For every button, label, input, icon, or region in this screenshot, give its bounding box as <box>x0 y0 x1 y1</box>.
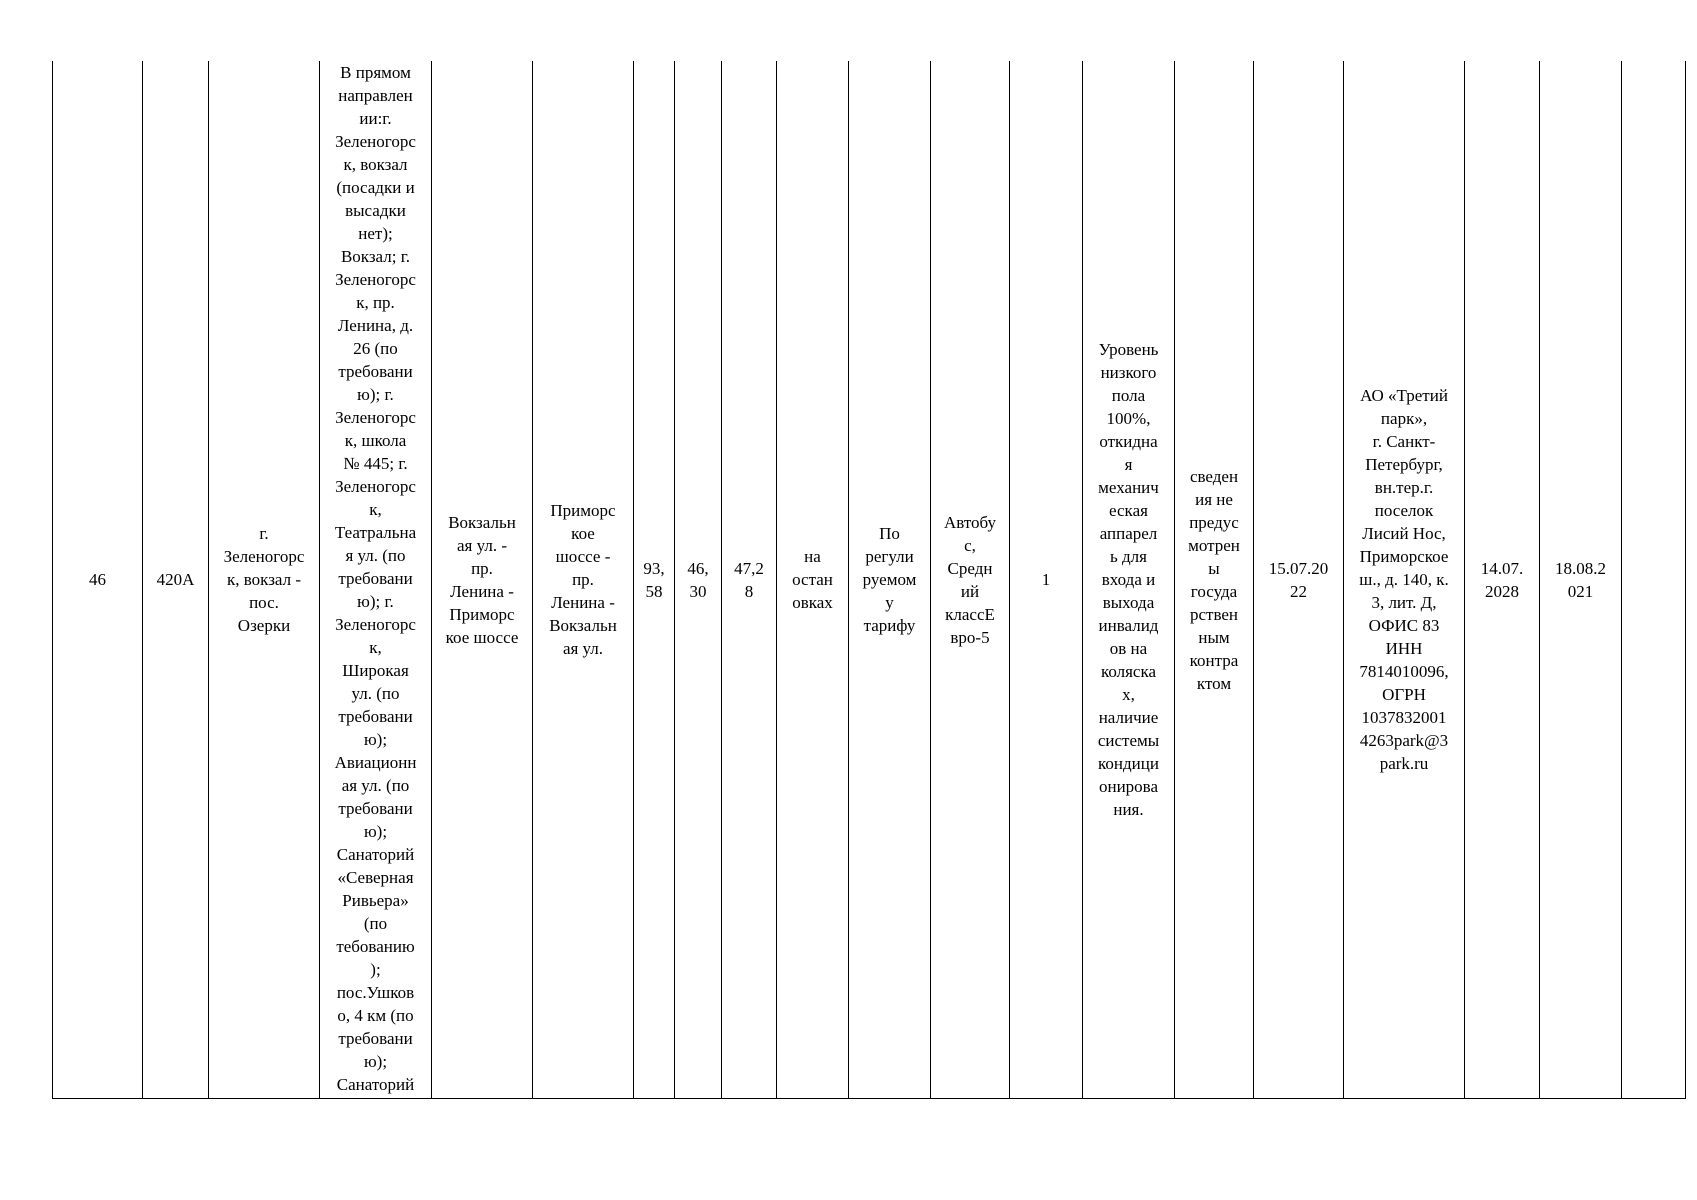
start-date-cell: 15.07.20 22 <box>1254 61 1344 1099</box>
vehicle-count-cell: 1 <box>1010 61 1083 1099</box>
route-name-cell: г. Зеленогорс к, вокзал - пос. Озерки <box>209 61 320 1099</box>
table-row <box>53 61 1686 1099</box>
route-code-cell: 420А <box>143 61 209 1099</box>
contract-info-cell: сведен ия не предус мотрен ы госуда рствен ным контра ктом <box>1175 61 1254 1099</box>
route-registry-table <box>52 61 1686 1099</box>
carrier-cell: АО «Третий парк», г. Санкт- Петербург, вн.тер.г. поселок Лисий Нос, Приморское ш., д. 140, к. 3, лит. Д, ОФИС 83 ИНН 7814010096, ОГРН 1037832001 4263park@3 park.ru <box>1344 61 1465 1099</box>
stops-text: В прямом направлен ии:г. Зеленогорс к, вокзал (посадки и высадки нет); Вокзал; г. Зеленогорс к, пр. Ленина, д. 26 (по требовани ю); г. Зеленогорс к, школа № 445; г. Зеленогорс к, Театральна я ул. (по требовани ю); г. Зеленогорс к, Широкая ул. (по требовани ю); Авиационн ая ул. (по требовани ю); Санаторий «Северная Ривьера» (по тебованию ); пос.Ушков о, 4 км (по требовани ю); Санаторий <box>334 63 417 1094</box>
length-forward-cell: 46, 30 <box>675 61 722 1099</box>
streets-backward-cell: Приморс кое шоссе - пр. Ленина - Вокзальн ая ул. <box>533 61 634 1099</box>
route-number-cell: 46 <box>53 61 143 1099</box>
accessibility-cell: Уровень низкого пола 100%, откидна я механич еская аппарел ь для входа и выхода инвалид ов на коляска х, наличие системы кондици онирова ния. <box>1083 61 1175 1099</box>
length-total-cell: 93, 58 <box>634 61 675 1099</box>
registration-date-cell: 18.08.2 021 <box>1540 61 1622 1099</box>
stops-cell <box>320 61 432 1099</box>
streets-forward-cell: Вокзальн ая ул. - пр. Ленина - Приморс кое шоссе <box>432 61 533 1099</box>
end-date-cell: 14.07. 2028 <box>1465 61 1540 1099</box>
boarding-order-cell: на остан овках <box>777 61 849 1099</box>
tariff-cell: По регули руемом у тарифу <box>849 61 931 1099</box>
vehicle-cell: Автобу с, Средн ий классЕ вро-5 <box>931 61 1010 1099</box>
length-backward-cell: 47,2 8 <box>722 61 777 1099</box>
extra-cell <box>1622 61 1686 1099</box>
